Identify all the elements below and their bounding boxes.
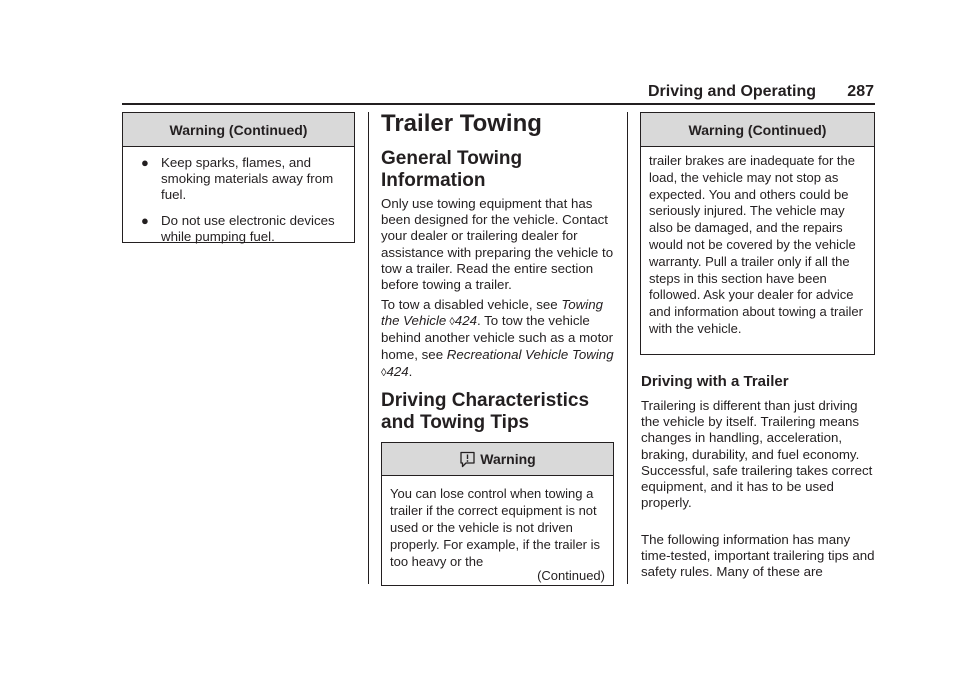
bullet-icon: ● [141, 212, 149, 228]
column-divider-left [368, 112, 369, 584]
middle-warning-box [381, 442, 614, 586]
left-warning-body [123, 147, 354, 245]
bullet-text: Keep sparks, flames, and smoking materials away from fuel. [161, 155, 334, 203]
right-warning-box [640, 112, 875, 355]
bullet-text: Do not use electronic devices while pumping fuel. [161, 212, 335, 244]
body-paragraph: The following information has many time-tested, important trailering tips and safety rules. Many of these are [641, 532, 875, 580]
body-paragraph [381, 297, 617, 381]
list-item [123, 155, 344, 204]
subsection-heading: General Towing Information [381, 148, 523, 191]
body-paragraph: Only use towing equipment that has been designed for the vehicle. Contact your dealer or trailering dealer for assistance with preparing the vehicle to tow a trailer. Read the entire section before towing a trailer. [381, 196, 614, 293]
column-divider-right [627, 112, 628, 584]
page-ref-icon: ◊ [446, 316, 455, 329]
left-warning-title: Warning (Continued) [123, 113, 354, 147]
page-ref[interactable]: 424 [386, 363, 409, 379]
warning-icon [459, 451, 476, 468]
warning-title-text: Warning [480, 451, 536, 467]
header-rule [122, 103, 875, 105]
right-warning-title: Warning (Continued) [641, 113, 874, 147]
bullet-icon: ● [141, 155, 149, 170]
page-ref-icon: ◊ [381, 366, 387, 379]
right-warning-body: trailer brakes are inadequate for the load, the vehicle may not stop as expected. You and others could be seriously injured. The vehicle may also be damaged, and the repairs would not be covered by the vehicle warranty. Pull a trailer only if all the steps in this section have been followed. Ask your dealer for advice and information about towing a trailer with the vehicle. [649, 153, 863, 336]
cross-reference-link[interactable]: Recreational Vehicle Towing [446, 346, 614, 362]
cross-reference-link[interactable]: Towing the Vehicle [381, 297, 604, 329]
section-heading: Trailer Towing [381, 110, 542, 137]
page-ref[interactable]: 424 [454, 313, 477, 329]
page-number: 287 [847, 83, 874, 100]
subsection-heading: Driving Characteristics and Towing Tips [381, 390, 590, 433]
subsection-heading: Driving with a Trailer [641, 373, 789, 390]
text-run: To tow a disabled vehicle, see [381, 297, 558, 312]
middle-warning-body: You can lose control when towing a trailer if the correct equipment is not used or the vehicle is not driven properly. For example, if the trailer is too heavy or the [390, 486, 600, 569]
left-warning-box [122, 112, 355, 243]
list-item [123, 213, 344, 245]
body-paragraph: Trailering is different than just driving the vehicle by itself. Trailering means changes in handling, acceleration, braking, durability, and fuel economy. Successful, safe trailering takes correct equipment, and it has to be used properly. [641, 398, 873, 511]
text-run: . To tow the vehicle behind another vehicle such as a motor home, see [381, 313, 614, 362]
text-run: . [408, 363, 413, 379]
section-title: Driving and Operating [647, 83, 816, 100]
middle-warning-title [382, 443, 613, 476]
continued-label: (Continued) [537, 568, 605, 583]
